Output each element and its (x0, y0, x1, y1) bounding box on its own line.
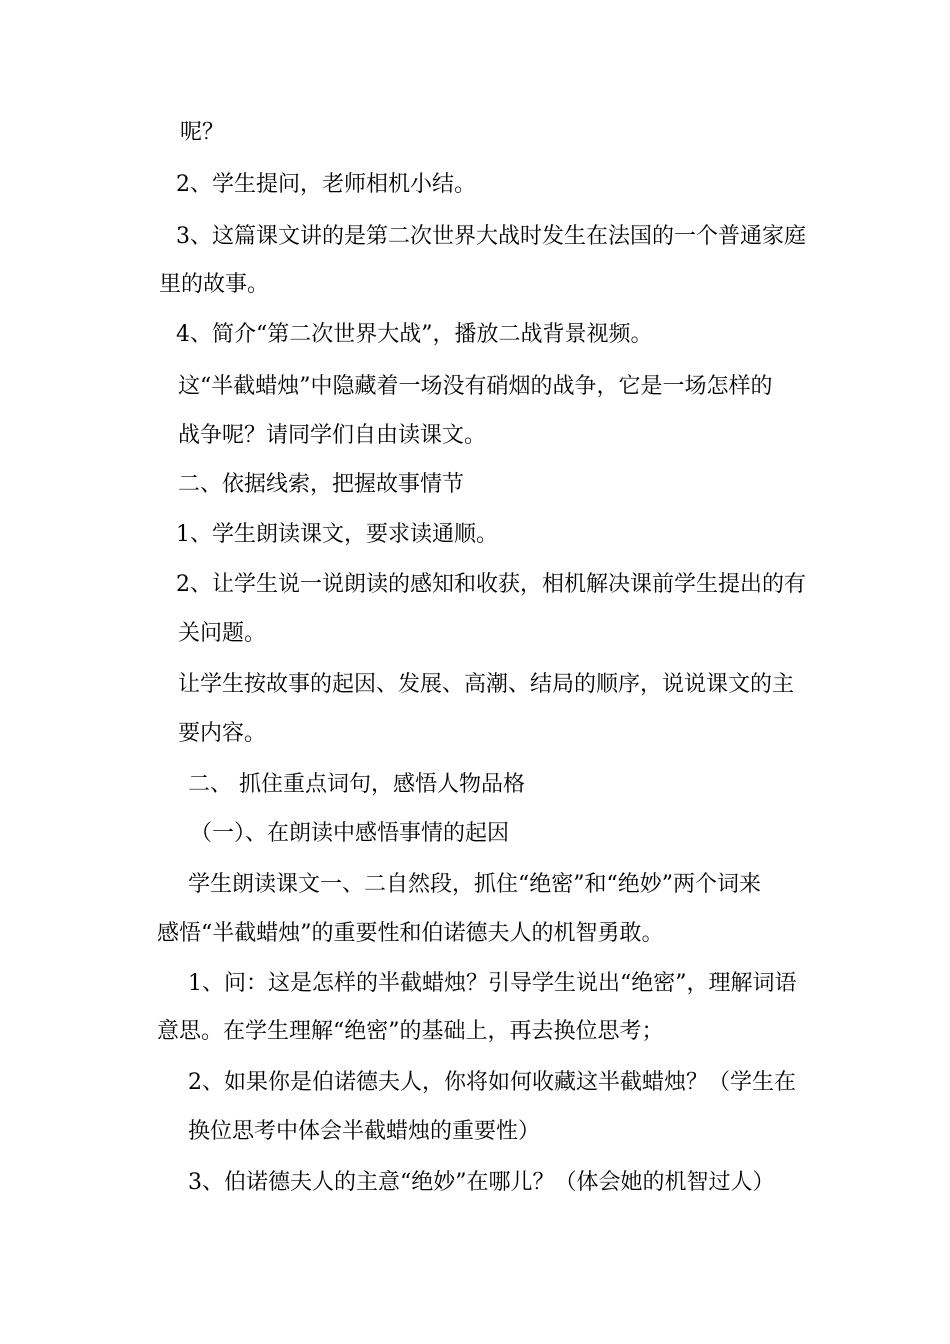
text-line: 3、这篇课文讲的是第二次世界大战时发生在法国的一个普通家庭 (176, 224, 806, 249)
section-heading: 二、依据线索，把握故事情节 (178, 472, 465, 497)
text-line: 学生朗读课文一、二自然段，抓住“绝密”和“绝妙”两个词来 (188, 872, 761, 897)
text-line: 换位思考中体会半截蜡烛的重要性） (188, 1119, 541, 1144)
subsection-heading: （一）、在朗读中感悟事情的起因 (190, 821, 510, 846)
text-line: 关问题。 (178, 621, 267, 646)
text-line: 感悟“半截蜡烛”的重要性和伯诺德夫人的机智勇敢。 (157, 921, 664, 946)
text-line: 这“半截蜡烛”中隐藏着一场没有硝烟的战争，它是一场怎样的 (178, 374, 773, 399)
text-line: 2、让学生说一说朗读的感知和收获，相机解决课前学生提出的有 (176, 572, 806, 597)
text-line: 里的故事。 (159, 272, 270, 297)
text-line: 呢？ (180, 120, 225, 145)
text-line: 要内容。 (178, 721, 267, 746)
text-line: 3、伯诺德夫人的主意“绝妙”在哪儿？（体会她的机智过人） (188, 1170, 775, 1195)
text-line: 战争呢？请同学们自由读课文。 (178, 423, 487, 448)
section-heading: 二、 抓住重点词句，感悟人物品格 (188, 772, 525, 797)
text-line: 1、学生朗读课文，要求读通顺。 (176, 522, 498, 547)
text-line: 意思。在学生理解“绝密”的基础上，再去换位思考； (157, 1019, 664, 1044)
text-line: 1、问：这是怎样的半截蜡烛？引导学生说出“绝密”，理解词语 (188, 971, 797, 996)
text-line: 2、学生提问，老师相机小结。 (176, 172, 476, 197)
text-line: 让学生按故事的起因、发展、高潮、结局的顺序，说说课文的主 (178, 672, 795, 697)
text-line: 4、简介“第二次世界大战”，播放二战背景视频。 (176, 322, 653, 347)
text-line: 2、如果你是伯诺德夫人，你将如何收藏这半截蜡烛？（学生在 (188, 1070, 796, 1095)
